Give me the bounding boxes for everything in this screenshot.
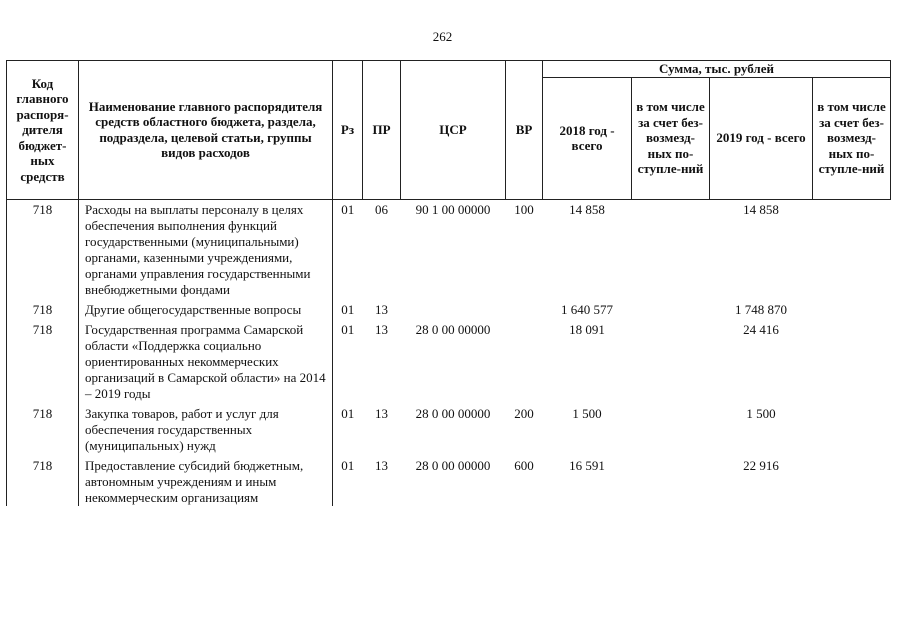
table-body <box>7 199 891 506</box>
page-number: 262 <box>432 29 453 44</box>
header-csr: ЦСР <box>401 61 506 200</box>
cell-2018-total: 16 591 <box>569 457 605 473</box>
cell-vr <box>506 298 543 318</box>
header-2018-total: 2018 год - всего <box>543 77 632 199</box>
header-2019-total: 2019 год - всего <box>710 77 813 199</box>
cell-code: 718 <box>7 454 79 506</box>
cell-2019-grants <box>813 454 891 506</box>
cell-csr: 28 0 00 00000 <box>415 457 491 473</box>
budget-table <box>6 60 891 506</box>
cell-2018-grants <box>632 199 710 298</box>
cell-2018-total: 1 640 577 <box>561 301 613 317</box>
table-row <box>7 199 891 298</box>
cell-rz: 01 <box>341 457 355 473</box>
header-name: Наименование главного распорядителя средств областного бюджета, раздела, подраздела, целевой статьи, группы видов расходов <box>79 61 333 200</box>
cell-2018-grants <box>632 454 710 506</box>
cell-pr: 13 <box>375 321 388 337</box>
cell-2019-total: 24 416 <box>743 321 779 337</box>
cell-vr: 600 <box>514 457 534 473</box>
header-sum-group: Сумма, тыс. рублей <box>543 61 891 78</box>
cell-name: Другие общегосударственные вопросы <box>79 298 333 318</box>
header-pr: ПР <box>363 61 401 200</box>
cell-2019-total: 22 916 <box>743 457 779 473</box>
cell-2018-total: 18 091 <box>569 321 605 337</box>
table-row <box>7 318 891 402</box>
cell-rz: 01 <box>341 405 355 421</box>
cell-code: 718 <box>7 318 79 402</box>
table-row <box>7 298 891 318</box>
cell-name: Закупка товаров, работ и услуг для обеспечения государственных (муниципальных) нужд <box>79 402 333 454</box>
header-vr: ВР <box>506 61 543 200</box>
table-row <box>7 454 891 506</box>
cell-vr: 200 <box>514 405 534 421</box>
cell-code: 718 <box>7 402 79 454</box>
cell-pr: 06 <box>375 201 388 217</box>
cell-vr: 100 <box>514 201 534 217</box>
cell-2019-grants <box>813 402 891 454</box>
header-2019-grants: в том числе за счет без-возмезд-ных по-ступле-ний <box>813 77 891 199</box>
cell-2019-total: 1 748 870 <box>735 301 787 317</box>
cell-name: Предоставление субсидий бюджетным, автономным учреждениям и иным некоммерческим организациям <box>79 454 333 506</box>
header-code: Код главного распоря-дителя бюджет-ных средств <box>7 61 79 200</box>
cell-2019-total: 14 858 <box>743 201 779 217</box>
cell-csr: 90 1 00 00000 <box>415 201 491 217</box>
cell-2018-grants <box>632 402 710 454</box>
cell-vr <box>506 318 543 402</box>
cell-2019-grants <box>813 199 891 298</box>
cell-2019-total: 1 500 <box>746 405 776 421</box>
cell-code: 718 <box>7 298 79 318</box>
cell-rz: 01 <box>341 321 355 337</box>
header-rz: Рз <box>333 61 363 200</box>
table-header <box>7 61 891 200</box>
cell-csr: 28 0 00 00000 <box>415 405 491 421</box>
cell-2018-total: 14 858 <box>569 201 605 217</box>
cell-csr <box>401 298 506 318</box>
table-row <box>7 402 891 454</box>
cell-csr: 28 0 00 00000 <box>415 321 491 337</box>
cell-2019-grants <box>813 298 891 318</box>
cell-2018-grants <box>632 298 710 318</box>
cell-2019-grants <box>813 318 891 402</box>
cell-rz: 01 <box>341 201 355 217</box>
cell-pr: 13 <box>375 301 388 317</box>
cell-pr: 13 <box>375 405 388 421</box>
cell-rz: 01 <box>341 301 355 317</box>
cell-name: Расходы на выплаты персоналу в целях обеспечения выполнения функций государственными (муниципальными) органами, казенными учреждениями, органами управления государственными внебюджетными фондами <box>79 199 333 298</box>
cell-code: 718 <box>7 199 79 298</box>
cell-name: Государственная программа Самарской области «Поддержка социально ориентированных некоммерческих организаций в Самарской области» на 2014 – 2019 годы <box>79 318 333 402</box>
cell-2018-grants <box>632 318 710 402</box>
cell-2018-total: 1 500 <box>572 405 602 421</box>
header-2018-grants: в том числе за счет без-возмезд-ных по-ступле-ний <box>632 77 710 199</box>
cell-pr: 13 <box>375 457 388 473</box>
